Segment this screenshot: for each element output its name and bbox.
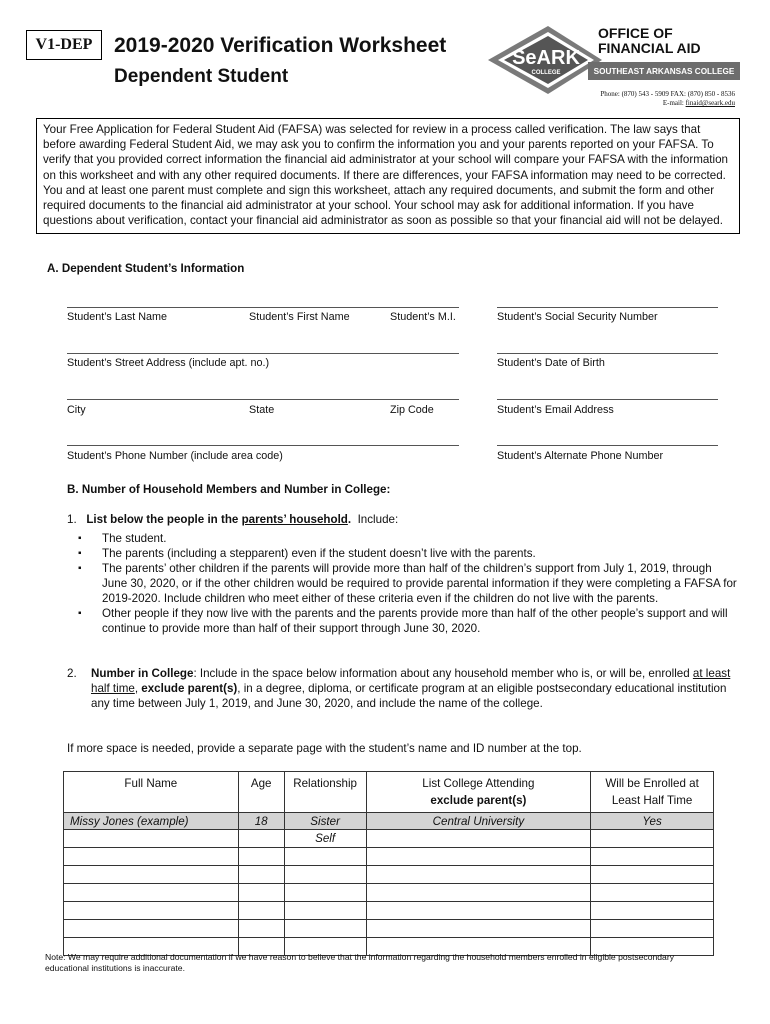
table-row[interactable]: [64, 884, 714, 902]
contact-phone: Phone: (870) 543 - 5909 FAX: (870) 850 - 8536: [600, 90, 735, 98]
page-subtitle: Dependent Student: [114, 66, 289, 87]
example-enrolled: Yes: [591, 813, 714, 830]
form-code-box: [26, 30, 102, 60]
relationship-cell: Self: [284, 830, 366, 848]
item-2-text-a: : Include in the space below information about any household member who is, or will be, enrolled: [193, 667, 693, 680]
item-2-text-c: , in a degree, diploma, or certificate program at an eligible postsecondary educational institution any time between July 1, 2019, and June 30, 2020, and include the name of the college.: [91, 682, 727, 710]
enrolled-cell[interactable]: [591, 902, 714, 920]
item-2: [67, 666, 731, 711]
example-row: [64, 813, 714, 830]
age-cell[interactable]: [238, 884, 284, 902]
enrolled-cell[interactable]: [591, 848, 714, 866]
last-name-label: Student’s Last Name: [67, 311, 168, 323]
office-line-2: FINANCIAL AID: [598, 40, 701, 56]
enrolled-cell[interactable]: [591, 920, 714, 938]
phone-line[interactable]: [67, 445, 459, 446]
list-item: ▪ The parents’ other children if the parents will provide more than half of the children’s support from July 1, 2019, through June 30, 2020, or if the other children would be required to provide parental information if they were completing a FAFSA for 2019-2020. Include children who meet either of these criteria even if the children do not live with the parents.: [68, 561, 738, 606]
age-cell[interactable]: [238, 866, 284, 884]
city-line[interactable]: [67, 399, 459, 400]
dob-label: Student’s Date of Birth: [497, 357, 605, 369]
email-line[interactable]: [497, 399, 718, 400]
name-cell[interactable]: [64, 884, 239, 902]
city-label: City: [67, 404, 86, 416]
item-2-bold-2: exclude parent(s): [141, 682, 238, 695]
alt-phone-line[interactable]: [497, 445, 718, 446]
mi-label: Student’s M.I.: [390, 311, 456, 323]
list-item: ▪ The student.: [68, 531, 738, 546]
college-cell[interactable]: [366, 920, 591, 938]
col-relationship: Relationship: [284, 772, 366, 813]
relationship-cell[interactable]: [284, 866, 366, 884]
item-1-include: Include:: [357, 513, 399, 526]
example-college: Central University: [366, 813, 591, 830]
college-cell[interactable]: [366, 866, 591, 884]
item-1-end: .: [347, 513, 352, 526]
first-name-label: Student’s First Name: [249, 311, 350, 323]
example-age: 18: [238, 813, 284, 830]
section-a-heading: A. Dependent Student’s Information: [47, 262, 245, 275]
col-enrolled-line1: Will be Enrolled at: [605, 777, 699, 790]
col-full-name: Full Name: [64, 772, 239, 813]
college-name-bar: SOUTHEAST ARKANSAS COLLEGE: [588, 62, 740, 80]
table-header-row: [64, 772, 714, 813]
college-cell[interactable]: [366, 884, 591, 902]
list-item: ▪ Other people if they now live with the parents and the parents provide more than half of the other people’s support and will continue to provide more than half of their support through June 30, 2020.: [68, 606, 738, 636]
col-college-exclude: exclude parent(s): [430, 794, 527, 807]
logo-subtext: COLLEGE: [531, 70, 561, 76]
college-cell[interactable]: [366, 848, 591, 866]
item-2-underlined: at least half time: [91, 667, 731, 695]
relationship-cell[interactable]: [284, 902, 366, 920]
name-cell[interactable]: [64, 848, 239, 866]
name-line[interactable]: [67, 307, 459, 308]
dob-line[interactable]: [497, 353, 718, 354]
email-label: E-mail:: [662, 99, 684, 107]
table-row[interactable]: [64, 830, 714, 848]
college-cell[interactable]: [366, 902, 591, 920]
enrolled-cell[interactable]: [591, 884, 714, 902]
name-cell[interactable]: [64, 866, 239, 884]
item-2-bold: Number in College: [91, 667, 194, 680]
col-college: [366, 772, 591, 813]
example-relationship: Sister: [284, 813, 366, 830]
relationship-cell[interactable]: [284, 920, 366, 938]
zip-label: Zip Code: [390, 404, 434, 416]
table-row[interactable]: [64, 848, 714, 866]
email-label-field: Student’s Email Address: [497, 404, 614, 416]
footnote: Note: We may require additional documentation if we have reason to believe that the information regarding the household members enrolled in eligible postsecondary educational institutions is inaccurate.: [45, 952, 674, 973]
item-1: [67, 512, 737, 527]
address-label: Student’s Street Address (include apt. no.): [67, 357, 270, 369]
bullet-list: [68, 531, 738, 636]
list-item: ▪ The parents (including a stepparent) even if the student doesn’t live with the parents.: [68, 546, 738, 561]
age-cell[interactable]: [238, 848, 284, 866]
table-row[interactable]: [64, 902, 714, 920]
address-line[interactable]: [67, 353, 459, 354]
example-name: Missy Jones (example): [64, 813, 239, 830]
intro-box: Your Free Application for Federal Student Aid (FAFSA) was selected for review in a process called verification. The law says that before awarding Federal Student Aid, we may ask you to confirm the information you and your parents reported on your FAFSA. To verify that you provided correct information the financial aid administrator at your school will compare your FAFSA with the information on this worksheet and with any other required documents. If there are differences, your FAFSA information may need to be corrected. You and at least one parent must complete and sign this worksheet, attach any required documents, and submit the form and other required documents to the financial aid administrator at your school. Your school may ask for additional information. If you have questions about verification, contact your financial aid administrator as soon as possible so that your financial aid will not be delayed.: [36, 118, 740, 234]
state-label: State: [249, 404, 275, 416]
col-college-label: List College Attending: [422, 777, 535, 790]
age-cell[interactable]: [238, 902, 284, 920]
name-cell[interactable]: [64, 902, 239, 920]
col-enrolled: [591, 772, 714, 813]
phone-label: Student’s Phone Number (include area code): [67, 450, 283, 462]
name-cell[interactable]: [64, 920, 239, 938]
office-title: [598, 26, 701, 56]
enrolled-cell[interactable]: [591, 866, 714, 884]
logo-wordmark: SeARK: [512, 47, 580, 69]
col-age: Age: [238, 772, 284, 813]
age-cell[interactable]: [238, 920, 284, 938]
contact-info: [555, 90, 735, 108]
name-cell[interactable]: [64, 830, 239, 848]
item-2-text-b: ,: [134, 682, 142, 695]
col-enrolled-line2: Least Half Time: [611, 794, 693, 807]
ssn-line[interactable]: [497, 307, 718, 308]
household-table: [63, 771, 714, 956]
page-title: 2019-2020 Verification Worksheet: [114, 34, 447, 57]
ssn-label: Student’s Social Security Number: [497, 311, 658, 323]
item-2-number: 2.: [67, 667, 77, 680]
form-code: V1-DEP: [35, 36, 93, 53]
relationship-cell[interactable]: [284, 884, 366, 902]
more-space-note: If more space is needed, provide a separate page with the student’s name and ID number at the top.: [67, 742, 582, 755]
contact-email-link[interactable]: finaid@seark.edu: [685, 99, 735, 107]
section-b-heading: B. Number of Household Members and Number in College:: [67, 483, 391, 496]
table-row[interactable]: [64, 866, 714, 884]
enrolled-cell[interactable]: [591, 830, 714, 848]
item-1-underlined: parents’ household: [241, 513, 348, 526]
table-row[interactable]: [64, 920, 714, 938]
college-cell[interactable]: [366, 830, 591, 848]
item-1-number: 1.: [67, 513, 77, 526]
office-line-1: OFFICE OF: [598, 25, 673, 41]
alt-phone-label: Student’s Alternate Phone Number: [497, 450, 664, 462]
relationship-cell[interactable]: [284, 848, 366, 866]
age-cell[interactable]: [238, 830, 284, 848]
item-1-lead: List below the people in the: [86, 513, 242, 526]
